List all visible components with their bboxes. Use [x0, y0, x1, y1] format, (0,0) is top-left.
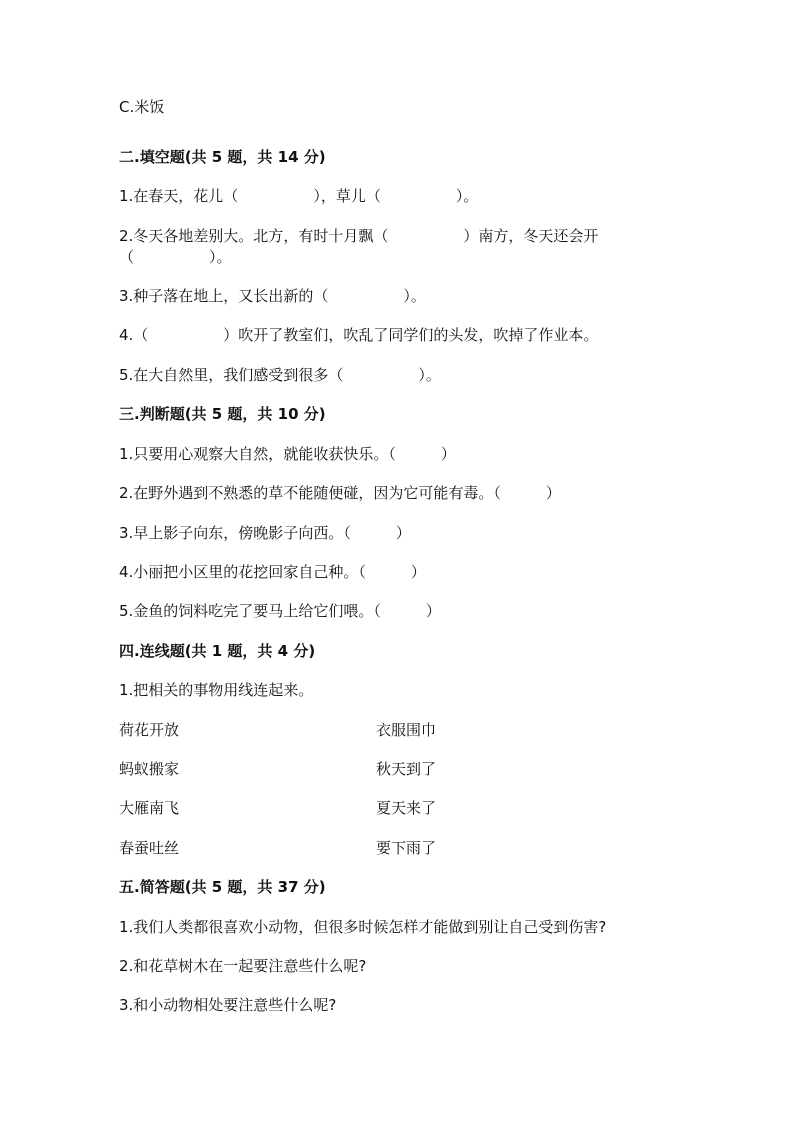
section-3-title: 三.判断题(共 5 题，共 10 分) [119, 405, 326, 423]
match-left-item: 荷花开放 [119, 721, 180, 739]
fill-question-4: 4.（ ）吹开了教室们，吹乱了同学们的头发，吹掉了作业本。 [119, 326, 599, 344]
match-left-item: 蚂蚁搬家 [119, 760, 180, 778]
match-right-item: 衣服围巾 [376, 721, 437, 739]
section-2-title: 二.填空题(共 5 题，共 14 分) [119, 148, 326, 166]
match-question-1: 1.把相关的事物用线连起来。 [119, 681, 314, 699]
match-left-item: 大雁南飞 [119, 799, 180, 817]
judge-question-1: 1.只要用心观察大自然，就能收获快乐。（ ） [119, 445, 456, 463]
fill-question-5: 5.在大自然里，我们感受到很多（ ）。 [119, 366, 441, 384]
judge-question-2: 2.在野外遇到不熟悉的草不能随便碰，因为它可能有毒。（ ） [119, 484, 561, 502]
judge-question-3: 3.早上影子向东，傍晚影子向西。（ ） [119, 524, 411, 542]
match-right-item: 要下雨了 [376, 839, 437, 857]
choice-option-c: C.米饭 [119, 98, 165, 116]
fill-question-1: 1.在春天，花儿（ ），草儿（ ）。 [119, 187, 479, 205]
fill-question-2-line-2: （ ）。 [119, 248, 232, 266]
section-5-title: 五.简答题(共 5 题，共 37 分) [119, 878, 326, 896]
judge-question-4: 4.小丽把小区里的花挖回家自己种。（ ） [119, 563, 426, 581]
match-right-item: 夏天来了 [376, 799, 437, 817]
match-left-item: 春蚕吐丝 [119, 839, 180, 857]
judge-question-5: 5.金鱼的饲料吃完了要马上给它们喂。（ ） [119, 602, 441, 620]
short-answer-question-2: 2.和花草树木在一起要注意些什么呢? [119, 957, 367, 975]
fill-question-3: 3.种子落在地上，又长出新的（ ）。 [119, 287, 426, 305]
match-right-item: 秋天到了 [376, 760, 437, 778]
section-4-title: 四.连线题(共 1 题，共 4 分) [119, 642, 316, 660]
short-answer-question-3: 3.和小动物相处要注意些什么呢? [119, 996, 337, 1014]
fill-question-2-line-1: 2.冬天各地差别大。北方，有时十月飘（ ）南方，冬天还会开 [119, 227, 599, 245]
short-answer-question-1: 1.我们人类都很喜欢小动物，但很多时候怎样才能做到别让自己受到伤害? [119, 918, 607, 936]
